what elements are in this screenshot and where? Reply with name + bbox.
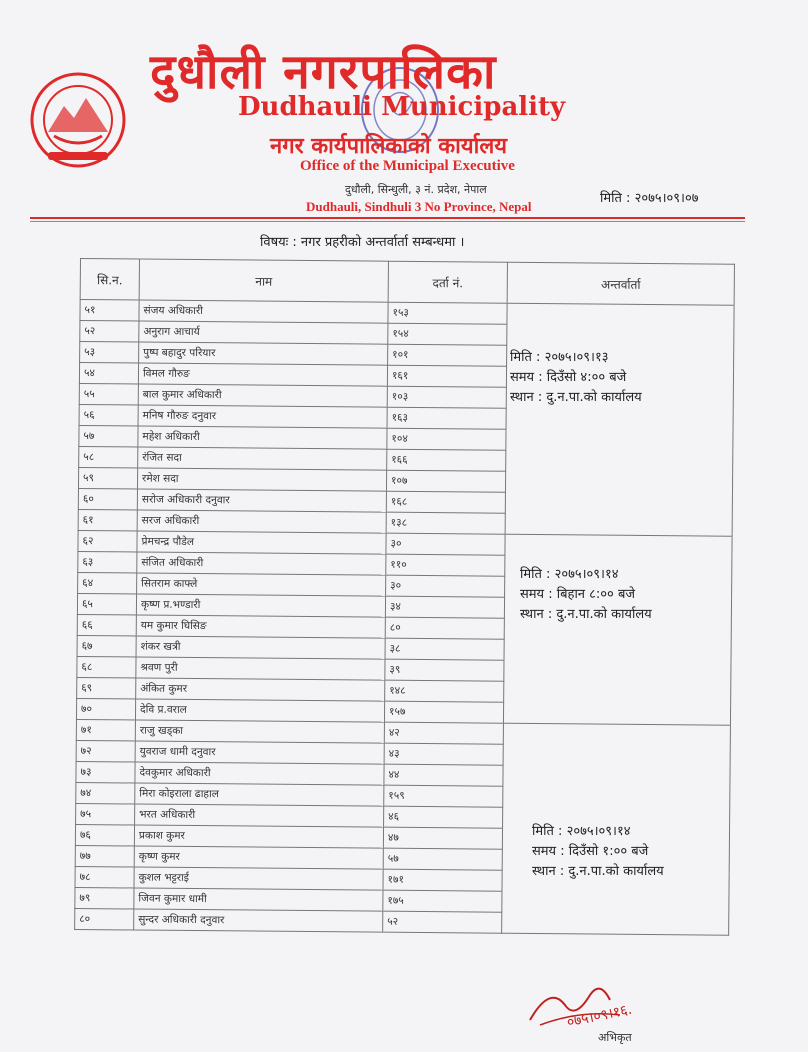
header-divider-thin [30, 221, 745, 222]
table-cell-interview [504, 639, 731, 662]
table-cell-reg: १०७ [386, 470, 505, 492]
table-cell-reg: ४२ [384, 722, 503, 744]
table-cell-sn: ७५ [76, 803, 135, 825]
table-cell-sn: ६६ [77, 614, 136, 636]
table-cell-interview [505, 513, 732, 536]
header-interview: अन्तर्वार्ता [507, 262, 734, 305]
interview-time: समय : बिहान ८:०० बजे [520, 587, 636, 602]
office-title-english: Office of the Municipal Executive [300, 158, 515, 174]
table-cell-sn: ६५ [77, 593, 136, 615]
table-cell-sn: ६२ [78, 530, 137, 552]
table-cell-name: प्रकाश कुमर [134, 825, 383, 848]
table-cell-reg: १५४ [388, 323, 507, 345]
table-cell-sn: ७८ [75, 866, 134, 888]
table-cell-name: भरत अधिकारी [135, 804, 384, 827]
table-cell-name: अनुराग आचार्य [139, 321, 388, 344]
table-cell-reg: १५३ [388, 302, 507, 324]
table-cell-reg: ४७ [383, 827, 502, 849]
table-cell-reg: ४४ [384, 764, 503, 786]
table-cell-reg: १४८ [385, 680, 504, 702]
table-cell-reg: ५७ [383, 848, 502, 870]
table-cell-sn: ६७ [77, 635, 136, 657]
table-cell-name: देवकुमार अधिकारी [135, 762, 384, 785]
subject-line: विषयः : नगर प्रहरीको अन्तर्वार्ता सम्बन्धमा । [260, 235, 465, 250]
table-cell-interview [502, 891, 729, 914]
table-cell-interview [504, 660, 731, 683]
table-cell-name: जिवन कुमार धामी [134, 888, 383, 911]
signature-image [520, 975, 670, 1035]
table-cell-reg: ३० [386, 575, 505, 597]
table-cell-reg: ३८ [385, 638, 504, 660]
interview-date: मिति : २०७५।०९।१४ [520, 567, 619, 582]
interview-place: स्थान : दु.न.पा.को कार्यालय [532, 864, 664, 879]
table-cell-sn: ५२ [80, 321, 139, 343]
table-cell-interview [503, 744, 730, 767]
interview-block-2 [520, 565, 652, 625]
municipality-title-nepali: दुधौली नगरपालिका [150, 44, 497, 100]
table-cell-interview [503, 765, 730, 788]
table-row [75, 908, 729, 935]
table-cell-name: श्रवण पुरी [136, 657, 385, 680]
table-cell-sn: ६८ [77, 656, 136, 678]
interview-place: स्थान : दु.न.पा.को कार्यालय [510, 390, 642, 405]
table-cell-name: सरोज अधिकारी दनुवार [137, 489, 386, 512]
table-cell-sn: ५८ [79, 446, 138, 468]
table-cell-reg: १०४ [387, 428, 506, 450]
table-cell-name: सुन्दर अधिकारी दनुवार [134, 909, 383, 932]
header-sn: सि.न. [80, 259, 139, 301]
interview-date: मिति : २०७५।०९।१४ [532, 824, 631, 839]
interview-place: स्थान : दु.न.पा.को कार्यालय [520, 607, 652, 622]
table-cell-reg: ३४ [385, 596, 504, 618]
table-cell-name: मनिष गौरुङ दनुवार [138, 405, 387, 428]
interview-time: समय : दिउँसो ४:०० बजे [510, 370, 627, 385]
table-cell-interview [506, 429, 733, 452]
table-cell-reg: ४३ [384, 743, 503, 765]
table-cell-interview [506, 450, 733, 473]
table-cell-interview [506, 408, 733, 431]
table-cell-reg: ११० [386, 554, 505, 576]
table-cell-reg: १६८ [386, 491, 505, 513]
table-cell-sn: ५९ [78, 467, 137, 489]
table-cell-sn: ७१ [76, 719, 135, 741]
table-cell-sn: ७३ [76, 761, 135, 783]
table-cell-sn: ५४ [79, 363, 138, 385]
table-cell-sn: ८० [75, 908, 134, 930]
table-cell-reg: ३९ [385, 659, 504, 681]
table-cell-reg: ५२ [383, 911, 502, 933]
table-cell-name: बाल कुमार अधिकारी [138, 384, 387, 407]
signature-date: ०७५।०९।१६. [565, 1001, 634, 1031]
table-cell-name: संजय अधिकारी [139, 300, 388, 323]
table-cell-interview [505, 534, 732, 557]
table-cell-interview [507, 303, 734, 326]
table-cell-interview [503, 702, 730, 725]
table-cell-reg: १३८ [386, 512, 505, 534]
table-cell-sn: ५३ [80, 342, 139, 364]
interview-date: मिति : २०७५।०९।१३ [510, 350, 609, 365]
table-cell-reg: १५७ [384, 701, 503, 723]
table-cell-name: सितराम काफ्ले [137, 573, 386, 596]
table-cell-sn: ६० [78, 488, 137, 510]
table-cell-sn: ६१ [78, 509, 137, 531]
table-cell-name: संजित अधिकारी [137, 552, 386, 575]
address-english: Dudhauli, Sindhuli 3 No Province, Nepal [306, 199, 532, 214]
header-divider [30, 217, 745, 219]
table-cell-sn: ७९ [75, 887, 134, 909]
table-header-row [80, 259, 734, 306]
table-cell-name: रमेश सदा [137, 468, 386, 491]
table-cell-name: कृष्ण प्र.भण्डारी [136, 594, 385, 617]
table-cell-reg: १७१ [383, 869, 502, 891]
office-title-nepali: नगर कार्यपालिकाको कार्यालय [270, 134, 507, 159]
municipality-emblem-icon [24, 70, 132, 170]
table-cell-interview [503, 723, 730, 746]
table-cell-name: कुशल भट्टराई [134, 867, 383, 890]
table-cell-reg: ८० [385, 617, 504, 639]
header-reg: दर्ता नं. [388, 261, 507, 303]
table-cell-name: विमल गौरुङ [138, 363, 387, 386]
table-cell-name: रंजित सदा [138, 447, 387, 470]
table-cell-interview [504, 681, 731, 704]
table-cell-interview [503, 786, 730, 809]
table-cell-sn: ७२ [76, 740, 135, 762]
table-cell-sn: ७४ [76, 782, 135, 804]
table-cell-sn: ६३ [78, 551, 137, 573]
table-cell-sn: ७६ [75, 824, 134, 846]
municipality-title-english: Dudhauli Municipality [238, 92, 566, 122]
table-cell-reg: १६३ [387, 407, 506, 429]
table-cell-name: कृष्ण कुमर [134, 846, 383, 869]
table-cell-reg: १७५ [383, 890, 502, 912]
signature-note: अभिकृत [598, 1031, 632, 1044]
document-date: मिति : २०७५।०९।०७ [600, 191, 699, 206]
table-cell-name: मिरा कोइराला ढाहाल [135, 783, 384, 806]
table-cell-sn: ५७ [79, 425, 138, 447]
table-cell-sn: ७० [76, 698, 135, 720]
header-name: नाम [139, 259, 388, 302]
table-cell-interview [505, 492, 732, 515]
table-cell-interview [507, 324, 734, 347]
table-cell-reg: १०३ [387, 386, 506, 408]
interview-time: समय : दिउँसो १:०० बजे [532, 844, 649, 859]
table-cell-name: सरज अधिकारी [137, 510, 386, 533]
table-cell-name: पुष्प बहादुर परियार [139, 342, 388, 365]
interview-block-1 [510, 348, 642, 408]
table-cell-name: यम कुमार घिसिङ [136, 615, 385, 638]
interview-block-3 [532, 822, 664, 882]
table-cell-reg: १६६ [387, 449, 506, 471]
table-cell-name: युवराज धामी दनुवार [135, 741, 384, 764]
table-cell-name: प्रेमचन्द्र पौडेल [137, 531, 386, 554]
table-cell-sn: ६४ [78, 572, 137, 594]
table-cell-interview [502, 912, 729, 935]
table-cell-reg: ४६ [384, 806, 503, 828]
table-cell-name: अंकित कुमर [136, 678, 385, 701]
table-cell-name: शंकर खत्री [136, 636, 385, 659]
table-cell-sn: ६९ [77, 677, 136, 699]
table-cell-name: देवि प्र.वराल [135, 699, 384, 722]
table-cell-reg: १५९ [384, 785, 503, 807]
table-cell-reg: ३० [386, 533, 505, 555]
table-cell-reg: १०१ [388, 344, 507, 366]
table-cell-sn: ५१ [80, 300, 139, 322]
table-cell-sn: ७७ [75, 845, 134, 867]
table-cell-sn: ५६ [79, 404, 138, 426]
table-cell-name: राजु खड्का [135, 720, 384, 743]
table-cell-reg: १६१ [387, 365, 506, 387]
table-cell-sn: ५५ [79, 383, 138, 405]
table-cell-interview [505, 471, 732, 494]
address-nepali: दुधौली, सिन्धुली, ३ नं. प्रदेश, नेपाल [345, 183, 487, 196]
table-cell-name: महेश अधिकारी [138, 426, 387, 449]
